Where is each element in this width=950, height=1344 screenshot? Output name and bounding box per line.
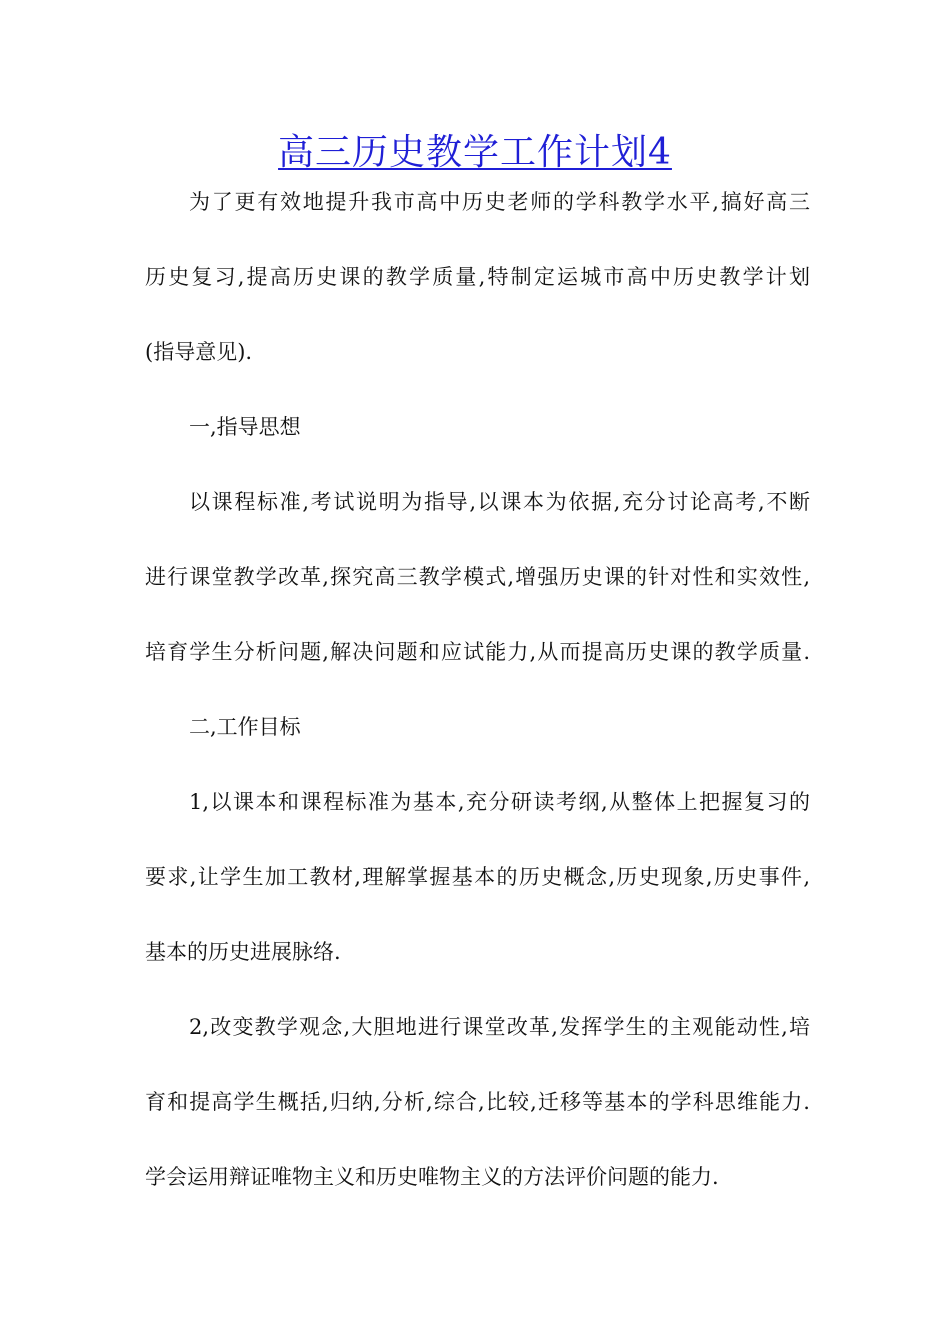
body-line-13: 育和提高学生概括,归纳,分析,综合,比较,迁移等基本的学科思维能力. xyxy=(145,1090,810,1114)
body-line-7: 培育学生分析问题,解决问题和应试能力,从而提高历史课的教学质量. xyxy=(145,640,810,664)
body-line-9: 1,以课本和课程标准为基本,充分研读考纲,从整体上把握复习的 xyxy=(189,790,810,814)
body-line-5: 以课程标准,考试说明为指导,以课本为依据,充分讨论高考,不断 xyxy=(189,490,810,514)
body-line-2: 历史复习,提高历史课的教学质量,特制定运城市高中历史教学计划 xyxy=(145,265,810,289)
section-heading-work-goals: 二,工作目标 xyxy=(189,715,301,739)
body-line-6: 进行课堂教学改革,探究高三教学模式,增强历史课的针对性和实效性, xyxy=(145,565,810,589)
body-line-3: (指导意见). xyxy=(145,340,253,364)
body-line-10: 要求,让学生加工教材,理解掌握基本的历史概念,历史现象,历史事件, xyxy=(145,865,810,889)
body-line-11: 基本的历史进展脉络. xyxy=(145,940,341,964)
document-title[interactable]: 高三历史教学工作计划4 xyxy=(278,132,672,173)
section-heading-guiding-thought: 一,指导思想 xyxy=(189,415,301,439)
body-line-12: 2,改变教学观念,大胆地进行课堂改革,发挥学生的主观能动性,培 xyxy=(189,1015,810,1039)
body-line-14: 学会运用辩证唯物主义和历史唯物主义的方法评价问题的能力. xyxy=(145,1165,719,1189)
body-line-1: 为了更有效地提升我市高中历史老师的学科教学水平,搞好高三 xyxy=(189,190,810,214)
